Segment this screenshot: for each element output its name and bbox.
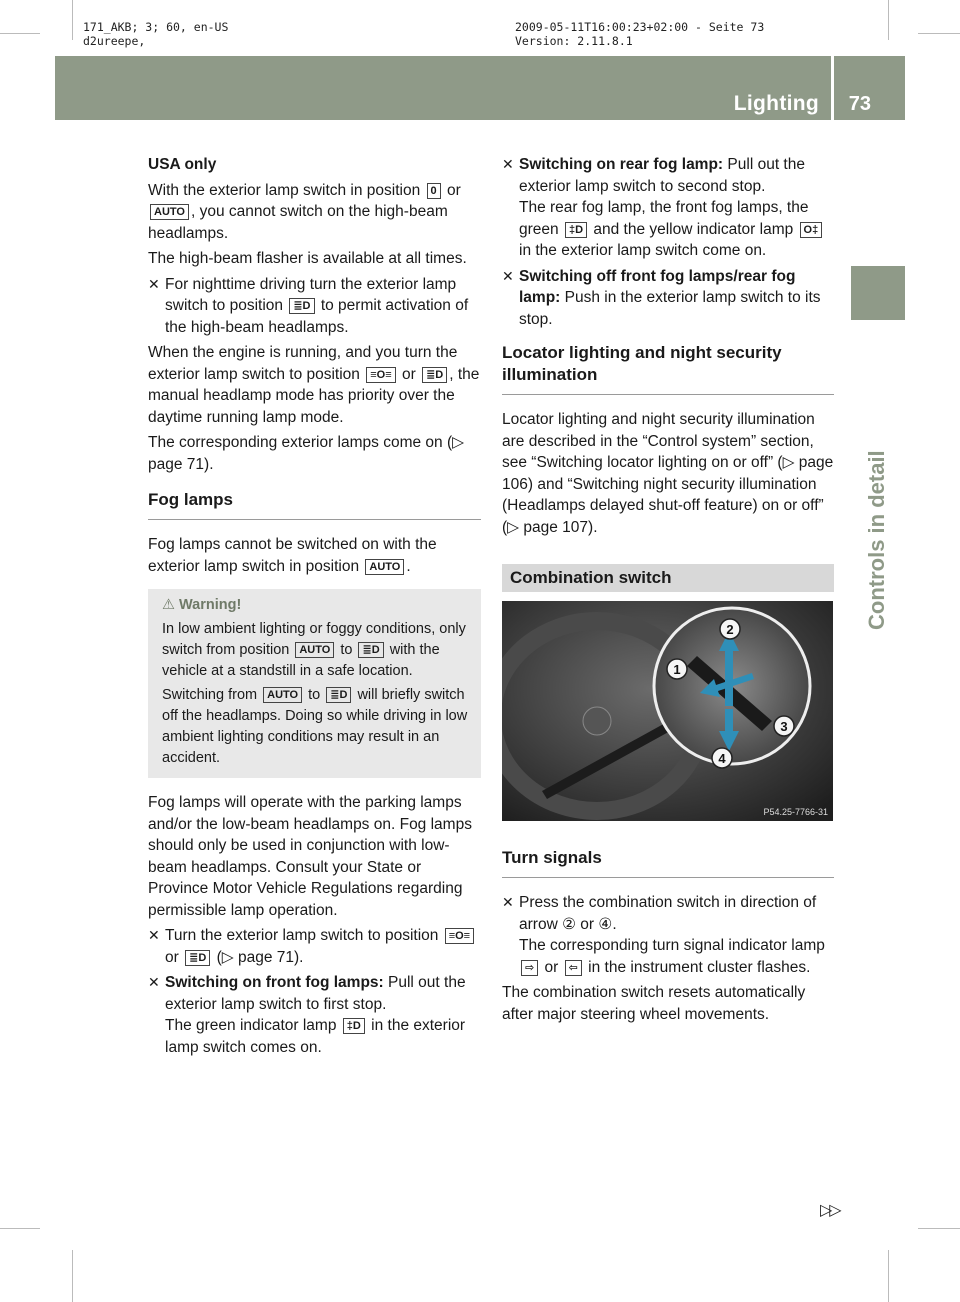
meta-right-2: Version: 2.11.8.1: [515, 34, 633, 48]
paragraph-exterior-lamps: The corresponding exterior lamps come on (▷ page 71).: [148, 434, 465, 473]
paragraph-locator: Locator lighting and night security illumination are described in the “Control system” section, see “Switching locator lighting on or off” (▷ page 106) and “Switching night security illumination (Headlamps delayed shut-off feature) on or off” (▷ page 107).: [502, 411, 834, 536]
step-title: Switching on rear fog lamp:: [519, 156, 724, 173]
text: (▷ page 71).: [216, 948, 304, 966]
step-marker-icon: ✕: [148, 275, 160, 292]
step-marker-icon: ✕: [502, 267, 514, 284]
right-column: [502, 154, 834, 1029]
callout-3: 3: [780, 719, 788, 734]
crop-mark: [0, 1228, 40, 1229]
callout-1: 1: [673, 662, 681, 677]
banner-combination-switch: Combination switch: [502, 564, 834, 592]
continued-marker: ▷▷: [820, 1202, 839, 1219]
side-chapter-text: Controls in detail: [864, 450, 889, 630]
auto-icon: AUTO: [295, 642, 334, 658]
callout-ref-2: ②: [562, 915, 576, 933]
warning-text-2: [162, 685, 473, 769]
low-beam-icon: ≣D: [358, 642, 383, 658]
turn-left-icon: ⇦: [565, 960, 582, 976]
print-meta-left: [83, 20, 228, 48]
text: The rear fog lamp, the front fog lamps, the green: [519, 199, 809, 238]
text: or: [401, 365, 416, 383]
crop-mark: [888, 1250, 889, 1302]
header-bar: [55, 56, 905, 120]
meta-left-2: d2ureepe,: [83, 34, 146, 48]
text: When the engine is running, and you turn the exterior lamp switch to position: [148, 344, 458, 383]
rear-fog-icon: O‡: [800, 222, 823, 238]
crop-mark: [0, 33, 40, 34]
text: to: [340, 642, 353, 658]
page-number: 73: [848, 93, 871, 115]
text: or: [544, 958, 559, 976]
crop-mark: [888, 0, 889, 40]
auto-icon: AUTO: [365, 559, 404, 575]
text: in the exterior lamp switch come on.: [519, 242, 767, 259]
front-fog-icon: ‡D: [343, 1018, 365, 1034]
parking-lamp-icon: ≡O≡: [445, 928, 474, 944]
callout-ref-4: ④: [598, 915, 613, 933]
low-beam-icon: ≣D: [422, 367, 447, 383]
emblem: [583, 707, 611, 735]
instruction-step: [502, 154, 834, 262]
heading-locator-lighting: Locator lighting and night security illumination: [502, 342, 834, 395]
header-separator: [831, 56, 834, 120]
meta-right-1: 2009-05-11T16:00:23+02:00 - Seite 73: [515, 20, 765, 34]
step-marker-icon: ✕: [502, 156, 514, 172]
text: Pull out the exterior lamp switch to second stop.: [519, 156, 805, 195]
paragraph-reset: The combination switch resets automatically after major steering wheel movements.: [502, 984, 806, 1023]
text: For nighttime driving turn the exterior lamp switch to position: [165, 275, 457, 314]
low-beam-icon: ≣D: [289, 298, 314, 314]
auto-icon: AUTO: [263, 687, 302, 703]
text: in the instrument cluster flashes.: [588, 958, 811, 976]
step-marker-icon: ✕: [148, 927, 160, 943]
warning-text-1: [162, 619, 473, 682]
text: The green indicator lamp: [165, 1017, 337, 1034]
text: With the exterior lamp switch in position: [148, 181, 421, 199]
side-tab-marker: [851, 266, 905, 320]
warning-title: [162, 595, 473, 616]
crop-mark: [918, 33, 960, 34]
text: Turn the exterior lamp switch to position: [165, 927, 439, 944]
section-title: Lighting: [733, 92, 819, 115]
text: .: [612, 915, 617, 933]
text: will briefly switch off the headlamps. Doing so while driving in low ambient lighting conditions may result in an accident.: [162, 687, 468, 766]
instruction-step: [148, 972, 481, 1058]
text: or: [446, 181, 461, 199]
photo-code: P54.25-7766-31: [763, 807, 828, 817]
heading-turn-signals: Turn signals: [502, 847, 834, 878]
text: in the exterior lamp switch comes on.: [165, 1017, 466, 1056]
text: In low ambient lighting or foggy conditions, only switch from position: [162, 621, 466, 658]
callout-2: 2: [726, 622, 734, 637]
step-title: Switching on front fog lamps:: [165, 974, 384, 991]
text: Fog lamps cannot be switched on with the exterior lamp switch in position: [148, 536, 437, 575]
paragraph-fog: [148, 534, 481, 577]
step-title: Switching off front fog lamps/rear fog lamp:: [519, 267, 796, 306]
warning-triangle-icon: ⚠: [162, 597, 175, 613]
photo-illustration: [502, 601, 833, 821]
auto-icon: AUTO: [150, 204, 189, 220]
turn-right-icon: ⇨: [521, 960, 538, 976]
text: with the vehicle at a standstill in a safe location.: [162, 642, 440, 679]
text: , the manual headlamp mode has priority over the daytime running lamp mode.: [148, 365, 480, 426]
text: Switching from: [162, 687, 258, 703]
combination-switch-photo: [502, 601, 833, 821]
paragraph-highbeam: [148, 180, 481, 245]
heading-fog-lamps: Fog lamps: [148, 489, 481, 520]
paragraph-engine: [148, 342, 481, 428]
crop-mark: [918, 1228, 960, 1229]
print-meta-right: [515, 20, 764, 48]
instruction-step: [148, 274, 481, 339]
text: , you cannot switch on the high-beam headlamps.: [148, 203, 448, 242]
text: .: [406, 557, 411, 575]
front-fog-icon: ‡D: [565, 222, 587, 238]
side-chapter-label: [836, 330, 920, 630]
instruction-step: [148, 925, 481, 968]
instruction-step: [502, 266, 834, 331]
low-beam-icon: ≣D: [185, 950, 210, 966]
text: Warning!: [179, 597, 242, 613]
paragraph-fog-operation: Fog lamps will operate with the parking lamps and/or the low-beam headlamps on. Fog lamps should only be used in conjunction with low-beam headlamps. Consult your State or Province Motor Vehicle Regulations regarding permissible lamp operation.: [148, 794, 472, 919]
callout-4: 4: [718, 751, 726, 766]
parking-lamp-icon: ≡O≡: [366, 367, 395, 383]
step-marker-icon: ✕: [502, 894, 514, 910]
crop-mark: [72, 0, 73, 40]
text: and the yellow indicator lamp: [593, 220, 794, 238]
instruction-step: [502, 892, 834, 978]
text: to permit activation of the high-beam headlamps.: [165, 297, 469, 336]
step-marker-icon: ✕: [148, 974, 160, 990]
text: Push in the exterior lamp switch to its stop.: [519, 289, 821, 328]
text: Press the combination switch in direction of arrow: [519, 894, 817, 933]
text: or: [165, 948, 179, 966]
lamp-zero-icon: 0: [427, 183, 441, 199]
text: to: [308, 687, 321, 703]
left-column: [148, 154, 481, 1062]
warning-box: [148, 589, 481, 778]
text: or: [580, 915, 595, 933]
text: The corresponding turn signal indicator lamp: [519, 937, 825, 954]
low-beam-icon: ≣D: [326, 687, 351, 703]
meta-left-1: 171_AKB; 3; 60, en-US: [83, 20, 229, 34]
paragraph-flasher: The high-beam flasher is available at all times.: [148, 250, 467, 267]
usa-only-label: USA only: [148, 156, 217, 173]
crop-mark: [72, 1250, 73, 1302]
text: Pull out the exterior lamp switch to first stop.: [165, 974, 466, 1013]
